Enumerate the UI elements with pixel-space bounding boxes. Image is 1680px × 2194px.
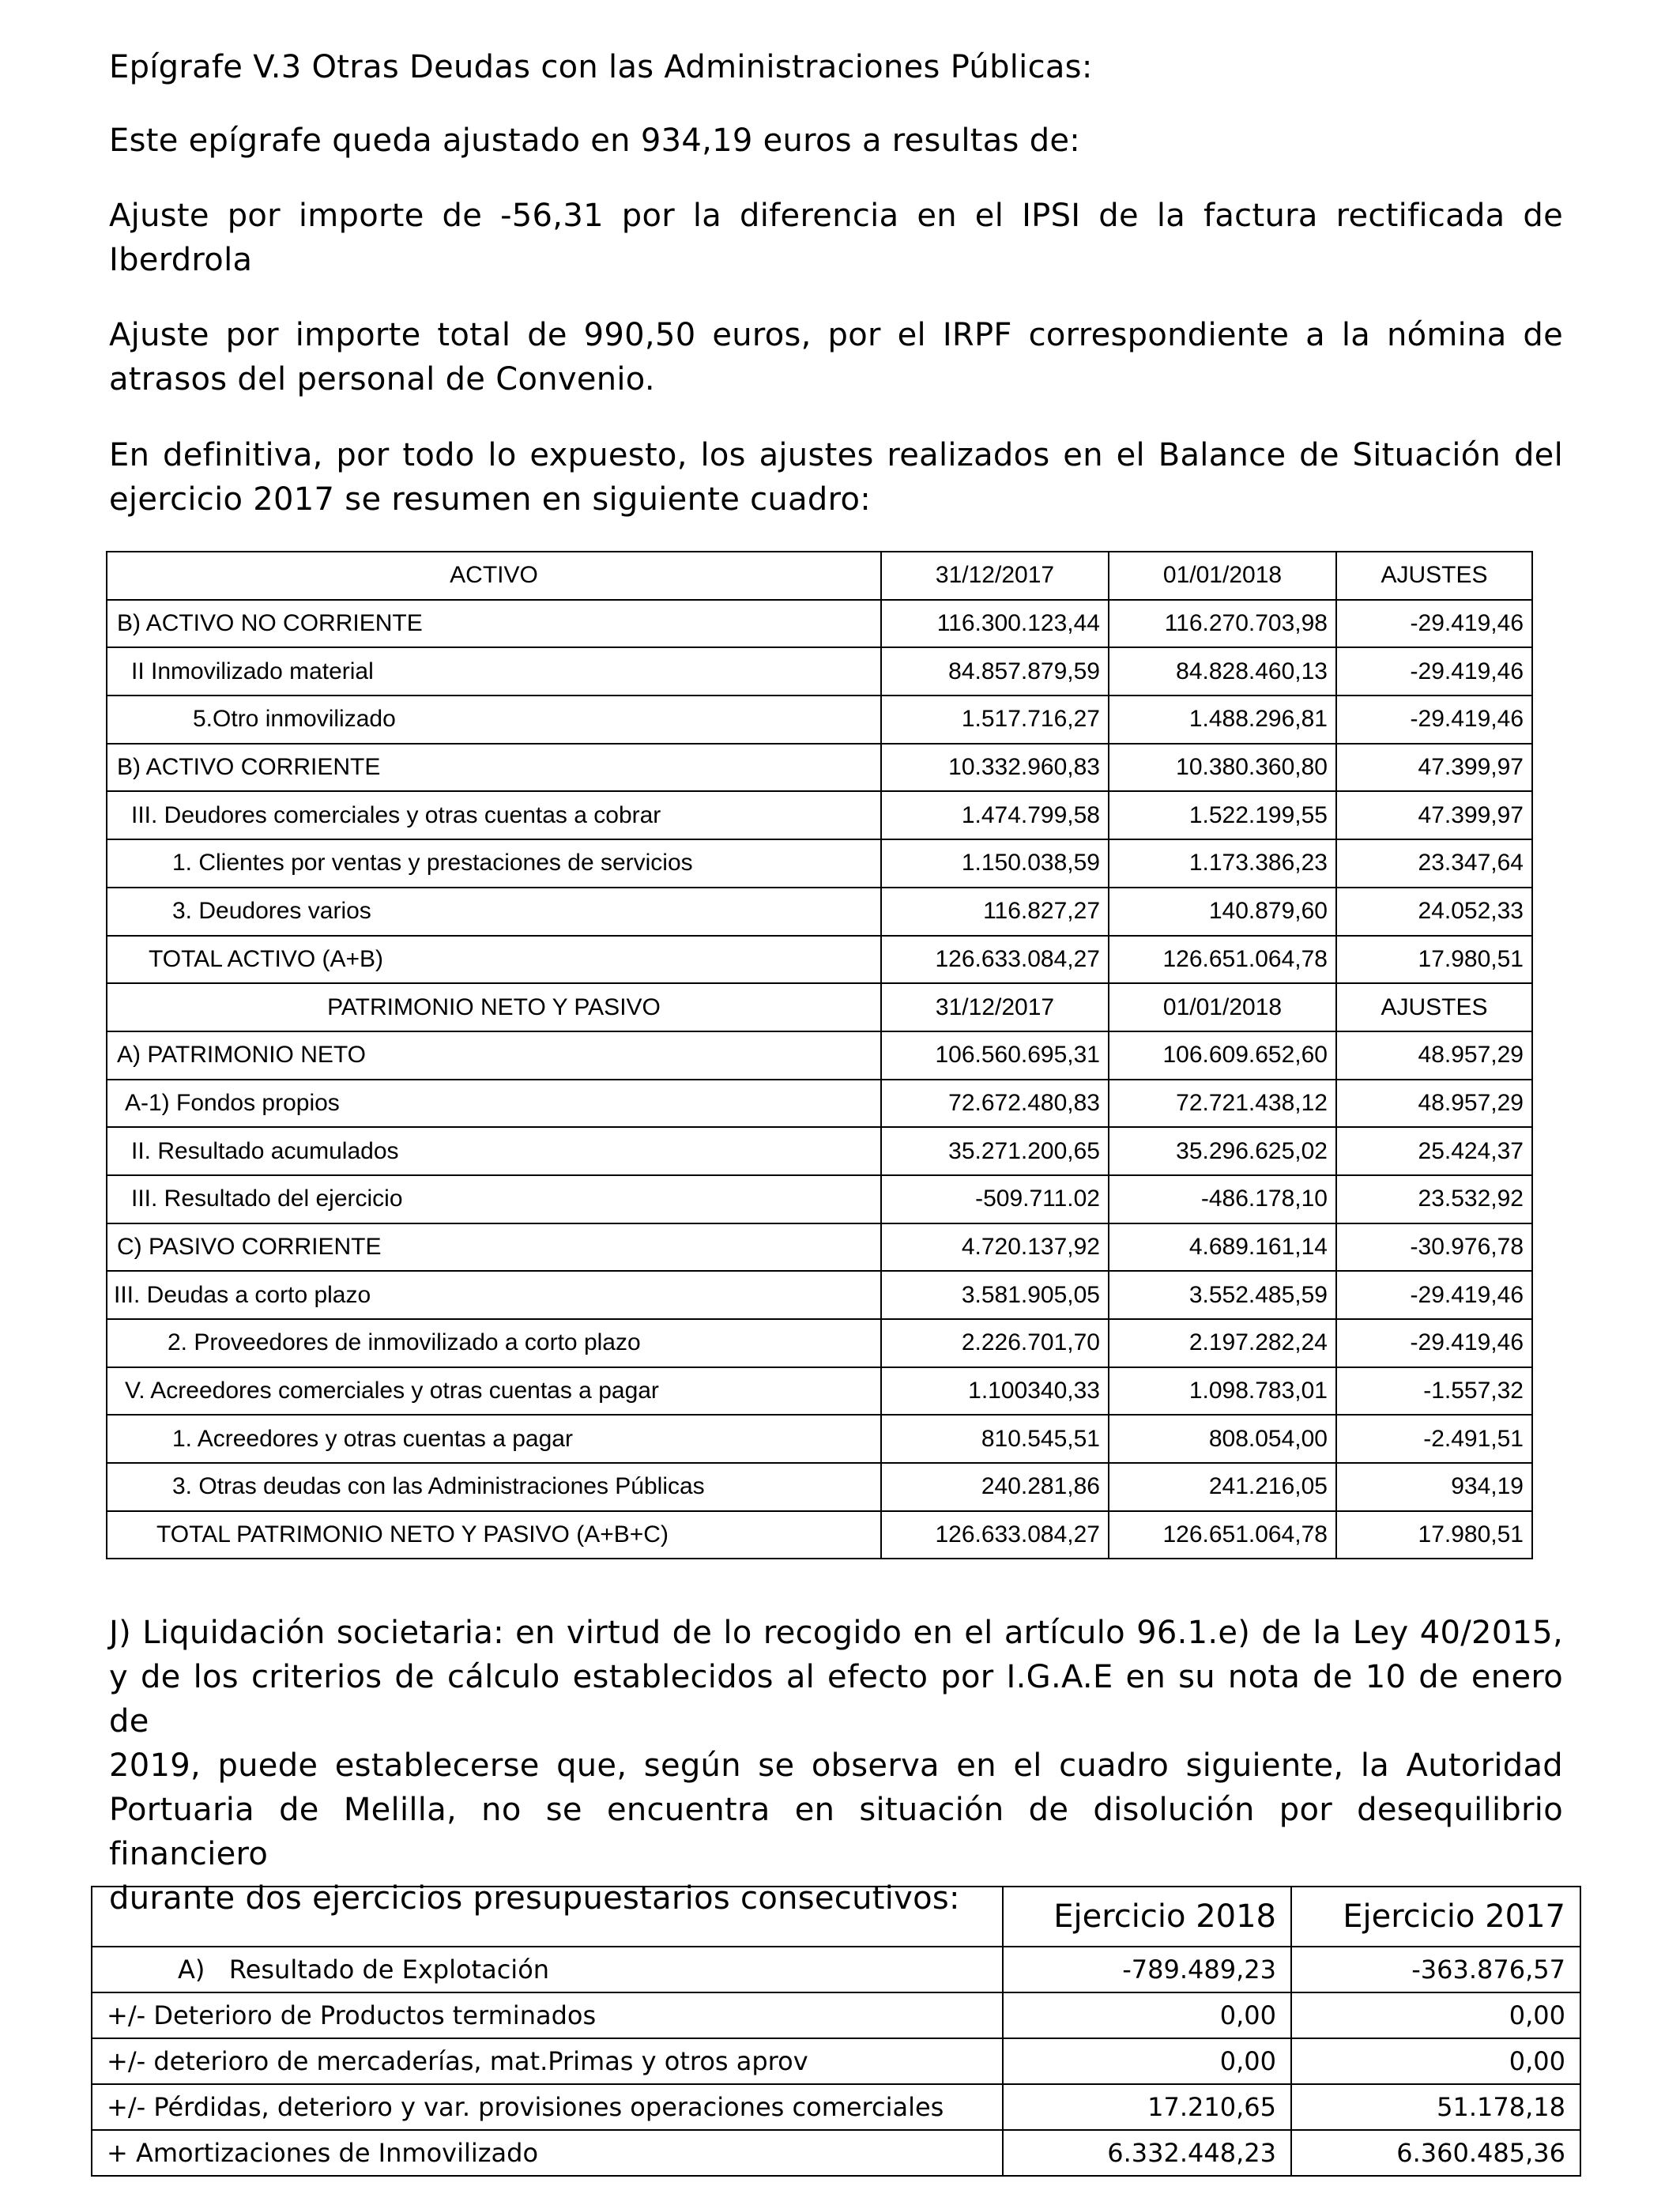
balance-adjustment-cell: 17.980,51: [1336, 936, 1532, 984]
balance-row: [107, 696, 1532, 744]
balance-label-cell: III. Resultado del ejercicio: [107, 1175, 881, 1223]
balance-label-cell: PATRIMONIO NETO Y PASIVO: [107, 983, 881, 1031]
balance-value-2018-cell: 140.879,60: [1109, 888, 1336, 936]
liquidation-label-cell: +/- Pérdidas, deterioro y var. provisiones operaciones comerciales: [92, 2084, 1003, 2130]
balance-value-2018-cell: 01/01/2018: [1109, 552, 1336, 600]
balance-value-2018-cell: 01/01/2018: [1109, 983, 1336, 1031]
paragraph-liquidacion: J) Liquidación societaria: en virtud de lo recogido en el artículo 96.1.e) de la Ley 40/2015, y de los criterios de cálculo establecidos al efecto por I.G.A.E en su nota de 10 de enero de 2019, puede establecerse que, según se observa en el cuadro siguiente, la Autoridad Portuaria de Melilla, no se encuentra en situación de disolución por desequilibrio financiero durante dos ejercicios presupuestarios consecutivos:: [109, 1615, 1563, 1917]
balance-value-2017-cell: 4.720.137,92: [881, 1223, 1109, 1272]
liquidation-2017-cell: 0,00: [1291, 1992, 1580, 2038]
balance-adjustment-cell: 47.399,97: [1336, 791, 1532, 839]
balance-value-2017-cell: 126.633.084,27: [881, 936, 1109, 984]
balance-label-cell: 3. Deudores varios: [107, 888, 881, 936]
balance-row: [107, 600, 1532, 648]
balance-value-2017-cell: 72.672.480,83: [881, 1080, 1109, 1128]
balance-label-cell: TOTAL ACTIVO (A+B): [107, 936, 881, 984]
balance-value-2018-cell: 10.380.360,80: [1109, 744, 1336, 792]
balance-label-cell: A) PATRIMONIO NETO: [107, 1031, 881, 1080]
liquidation-2018-cell: 0,00: [1003, 1992, 1291, 2038]
liquidation-2017-header: Ejercicio 2017: [1291, 1887, 1580, 1947]
balance-value-2018-cell: 241.216,05: [1109, 1463, 1336, 1511]
balance-value-2018-cell: 1.173.386,23: [1109, 839, 1336, 888]
balance-label-cell: C) PASIVO CORRIENTE: [107, 1223, 881, 1272]
liquidation-row: [92, 1947, 1580, 1992]
balance-label-cell: B) ACTIVO NO CORRIENTE: [107, 600, 881, 648]
balance-label-cell: 1. Clientes por ventas y prestaciones de servicios: [107, 839, 881, 888]
balance-adjustment-cell: 23.347,64: [1336, 839, 1532, 888]
balance-value-2017-cell: 35.271.200,65: [881, 1127, 1109, 1175]
balance-value-2018-cell: 1.098.783,01: [1109, 1367, 1336, 1416]
balance-row: [107, 647, 1532, 696]
liquidation-label-cell: +/- Deterioro de Productos terminados: [92, 1992, 1003, 2038]
balance-adjustment-cell: -29.419,46: [1336, 647, 1532, 696]
balance-row: [107, 791, 1532, 839]
balance-adjustment-cell: AJUSTES: [1336, 552, 1532, 600]
balance-value-2017-cell: 3.581.905,05: [881, 1271, 1109, 1319]
balance-value-2017-cell: 10.332.960,83: [881, 744, 1109, 792]
balance-value-2017-cell: 84.857.879,59: [881, 647, 1109, 696]
liquidation-label-cell: [92, 1887, 1003, 1947]
balance-adjustment-cell: -2.491,51: [1336, 1415, 1532, 1463]
balance-value-2018-cell: 4.689.161,14: [1109, 1223, 1336, 1272]
balance-row: [107, 936, 1532, 984]
balance-value-2017-cell: 2.226.701,70: [881, 1319, 1109, 1367]
balance-header-row: [107, 983, 1532, 1031]
balance-row: [107, 1080, 1532, 1128]
balance-row: [107, 1031, 1532, 1080]
balance-value-2017-cell: 116.300.123,44: [881, 600, 1109, 648]
balance-row: [107, 888, 1532, 936]
balance-adjustment-cell: 24.052,33: [1336, 888, 1532, 936]
balance-row: [107, 1319, 1532, 1367]
liquidation-row: [92, 2130, 1580, 2176]
balance-label-cell: V. Acreedores comerciales y otras cuentas a pagar: [107, 1367, 881, 1416]
liquidation-2017-cell: 0,00: [1291, 2038, 1580, 2084]
paragraph-adjusted: Este epígrafe queda ajustado en 934,19 euros a resultas de:: [109, 123, 1081, 159]
balance-label-cell: 2. Proveedores de inmovilizado a corto plazo: [107, 1319, 881, 1367]
balance-row: [107, 1127, 1532, 1175]
balance-value-2017-cell: 31/12/2017: [881, 552, 1109, 600]
balance-adjustment-cell: -30.976,78: [1336, 1223, 1532, 1272]
balance-adjustment-cell: 48.957,29: [1336, 1031, 1532, 1080]
balance-adjustment-cell: AJUSTES: [1336, 983, 1532, 1031]
balance-label-cell: A-1) Fondos propios: [107, 1080, 881, 1128]
balance-label-cell: B) ACTIVO CORRIENTE: [107, 744, 881, 792]
balance-value-2018-cell: -486.178,10: [1109, 1175, 1336, 1223]
balance-adjustment-cell: 23.532,92: [1336, 1175, 1532, 1223]
balance-value-2018-cell: 106.609.652,60: [1109, 1031, 1336, 1080]
balance-value-2017-cell: 126.633.084,27: [881, 1511, 1109, 1559]
balance-row: [107, 1463, 1532, 1511]
balance-value-2017-cell: 1.150.038,59: [881, 839, 1109, 888]
liquidation-row: [92, 2084, 1580, 2130]
balance-label-cell: 3. Otras deudas con las Administraciones Públicas: [107, 1463, 881, 1511]
balance-row: [107, 1367, 1532, 1416]
balance-row: [107, 1223, 1532, 1272]
balance-row: [107, 744, 1532, 792]
balance-label-cell: ACTIVO: [107, 552, 881, 600]
balance-adjustment-cell: -29.419,46: [1336, 1319, 1532, 1367]
balance-row: [107, 1175, 1532, 1223]
paragraph-irpf-adjustment: Ajuste por importe total de 990,50 euros, por el IRPF correspondiente a la nómina de atrasos del personal de Convenio.: [109, 317, 1563, 398]
balance-value-2018-cell: 808.054,00: [1109, 1415, 1336, 1463]
balance-adjustment-cell: 17.980,51: [1336, 1511, 1532, 1559]
liquidation-2018-cell: 0,00: [1003, 2038, 1291, 2084]
balance-label-cell: II Inmovilizado material: [107, 647, 881, 696]
liquidation-row: [92, 1992, 1580, 2038]
paragraph-summary-intro: En definitiva, por todo lo expuesto, los ajustes realizados en el Balance de Situación del ejercicio 2017 se resumen en siguiente cuadro:: [109, 437, 1563, 518]
balance-value-2017-cell: 1.517.716,27: [881, 696, 1109, 744]
balance-label-cell: 1. Acreedores y otras cuentas a pagar: [107, 1415, 881, 1463]
balance-value-2018-cell: 116.270.703,98: [1109, 600, 1336, 648]
liquidation-2018-header: Ejercicio 2018: [1003, 1887, 1291, 1947]
balance-value-2017-cell: 106.560.695,31: [881, 1031, 1109, 1080]
balance-value-2018-cell: 1.488.296,81: [1109, 696, 1336, 744]
liquidation-label-cell: A) Resultado de Explotación: [92, 1947, 1003, 1992]
balance-value-2018-cell: 72.721.438,12: [1109, 1080, 1336, 1128]
liquidation-label-cell: +/- deterioro de mercaderías, mat.Primas y otros aprov: [92, 2038, 1003, 2084]
balance-adjustment-cell: 25.424,37: [1336, 1127, 1532, 1175]
balance-label-cell: III. Deudores comerciales y otras cuentas a cobrar: [107, 791, 881, 839]
balance-label-cell: III. Deudas a corto plazo: [107, 1271, 881, 1319]
paragraph-ipsi-adjustment: Ajuste por importe de -56,31 por la diferencia en el IPSI de la factura rectificada de Iberdrola: [109, 198, 1563, 278]
liquidation-2018-cell: -789.489,23: [1003, 1947, 1291, 1992]
balance-value-2017-cell: 1.474.799,58: [881, 791, 1109, 839]
balance-value-2018-cell: 35.296.625,02: [1109, 1127, 1336, 1175]
balance-value-2017-cell: 810.545,51: [881, 1415, 1109, 1463]
balance-adjustment-cell: 48.957,29: [1336, 1080, 1532, 1128]
liquidation-2017-cell: 6.360.485,36: [1291, 2130, 1580, 2176]
balance-label-cell: II. Resultado acumulados: [107, 1127, 881, 1175]
balance-adjustment-cell: 47.399,97: [1336, 744, 1532, 792]
balance-row: [107, 1271, 1532, 1319]
balance-value-2018-cell: 3.552.485,59: [1109, 1271, 1336, 1319]
balance-adjustment-cell: -1.557,32: [1336, 1367, 1532, 1416]
liquidation-label-cell: + Amortizaciones de Inmovilizado: [92, 2130, 1003, 2176]
liquidation-2018-cell: 17.210,65: [1003, 2084, 1291, 2130]
liquidation-table: [91, 1886, 1581, 2177]
balance-value-2017-cell: 116.827,27: [881, 888, 1109, 936]
heading-epigrafe: Epígrafe V.3 Otras Deudas con las Administraciones Públicas:: [109, 49, 1093, 85]
balance-label-cell: TOTAL PATRIMONIO NETO Y PASIVO (A+B+C): [107, 1511, 881, 1559]
balance-value-2017-cell: -509.711.02: [881, 1175, 1109, 1223]
balance-label-cell: 5.Otro inmovilizado: [107, 696, 881, 744]
balance-adjustment-cell: -29.419,46: [1336, 696, 1532, 744]
balance-value-2018-cell: 126.651.064,78: [1109, 1511, 1336, 1559]
balance-table: [106, 551, 1533, 1559]
balance-value-2018-cell: 2.197.282,24: [1109, 1319, 1336, 1367]
balance-adjustment-cell: -29.419,46: [1336, 1271, 1532, 1319]
balance-row: [107, 1415, 1532, 1463]
balance-value-2017-cell: 31/12/2017: [881, 983, 1109, 1031]
liquidation-2018-cell: 6.332.448,23: [1003, 2130, 1291, 2176]
balance-adjustment-cell: 934,19: [1336, 1463, 1532, 1511]
liquidation-2017-cell: -363.876,57: [1291, 1947, 1580, 1992]
balance-value-2018-cell: 126.651.064,78: [1109, 936, 1336, 984]
balance-value-2017-cell: 240.281,86: [881, 1463, 1109, 1511]
balance-header-row: [107, 552, 1532, 600]
balance-adjustment-cell: -29.419,46: [1336, 600, 1532, 648]
balance-row: [107, 1511, 1532, 1559]
balance-value-2017-cell: 1.100340,33: [881, 1367, 1109, 1416]
balance-row: [107, 839, 1532, 888]
balance-value-2018-cell: 84.828.460,13: [1109, 647, 1336, 696]
balance-value-2018-cell: 1.522.199,55: [1109, 791, 1336, 839]
liquidation-header-row: [92, 1887, 1580, 1947]
liquidation-2017-cell: 51.178,18: [1291, 2084, 1580, 2130]
liquidation-row: [92, 2038, 1580, 2084]
